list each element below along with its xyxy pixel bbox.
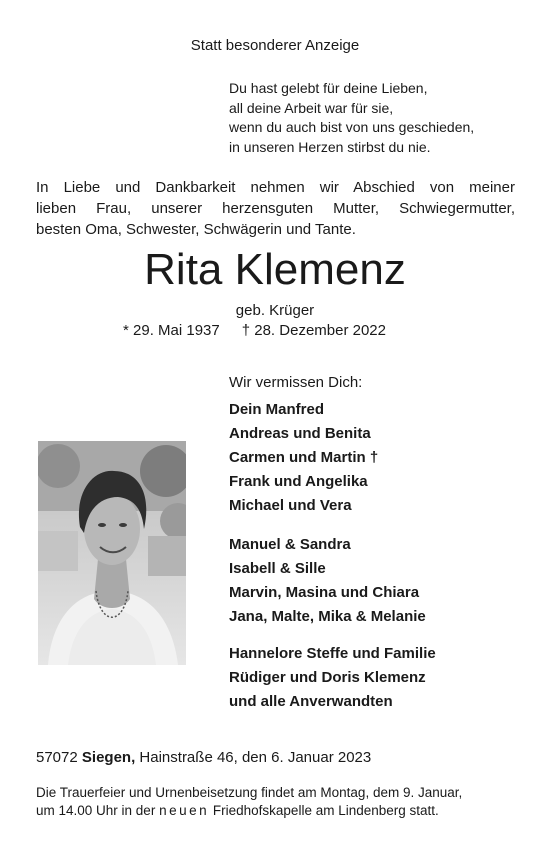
death-date: † 28. Dezember 2022 xyxy=(241,322,386,339)
mourner-name: Manuel & Sandra xyxy=(229,536,351,553)
city: Siegen, xyxy=(81,749,136,766)
intro-line: besten Oma, Schwester, Schwägerin und Tante. xyxy=(36,221,356,238)
funeral-text: Friedhofskapelle am Lindenberg statt. xyxy=(212,803,439,818)
address-date: Hainstraße 46, den 6. Januar 2023 xyxy=(139,749,372,766)
poem-line: all deine Arbeit war für sie, xyxy=(229,99,394,116)
mourner-name: Michael und Vera xyxy=(229,497,352,514)
miss-you-heading: Wir vermissen Dich: xyxy=(229,374,363,391)
mourner-name: Marvin, Masina und Chiara xyxy=(229,584,420,601)
mourner-name: Isabell & Sille xyxy=(229,560,326,577)
poem xyxy=(229,79,474,157)
portrait-photo xyxy=(38,441,186,665)
funeral-text: um 14.00 Uhr in der xyxy=(36,803,156,818)
funeral-notice xyxy=(36,784,520,820)
poem-line: in unseren Herzen stirbst du nie. xyxy=(229,138,431,155)
intro-line: In Liebe und Dankbarkeit nehmen wir Abschied von meiner xyxy=(36,179,515,196)
mourner-name: und alle Anverwandten xyxy=(229,693,393,710)
mourner-name: Jana, Malte, Mika & Melanie xyxy=(229,608,426,625)
poem-line: wenn du auch bist von uns geschieden, xyxy=(229,119,475,135)
funeral-line: Die Trauerfeier und Urnenbeisetzung findet am Montag, dem 9. Januar, xyxy=(36,785,463,800)
birth-name: geb. Krüger xyxy=(235,302,315,319)
place-date xyxy=(36,749,371,766)
funeral-emphasis: neuen xyxy=(159,803,210,818)
header-note: Statt besonderer Anzeige xyxy=(190,37,360,54)
postal-code: 57072 xyxy=(36,749,78,766)
mourners-group-1 xyxy=(229,398,378,518)
deceased-name: Rita Klemenz xyxy=(144,245,406,294)
mourner-name: Rüdiger und Doris Klemenz xyxy=(229,669,426,686)
mourners-group-3 xyxy=(229,642,436,714)
intro-line: lieben Frau, unserer herzensguten Mutter, Schwiegermutter, xyxy=(36,200,515,217)
mourner-name: Frank und Angelika xyxy=(229,473,368,490)
funeral-line xyxy=(36,802,520,820)
poem-line: Du hast gelebt für deine Lieben, xyxy=(229,80,428,96)
mourner-name: Hannelore Steffe und Familie xyxy=(229,645,436,662)
mourners-group-2 xyxy=(229,533,426,629)
birth-date: * 29. Mai 1937 xyxy=(123,322,220,339)
mourner-name: Carmen und Martin † xyxy=(229,449,379,466)
mourner-name: Andreas und Benita xyxy=(229,425,371,442)
intro-text xyxy=(36,177,515,240)
life-dates xyxy=(123,322,386,339)
mourner-name: Dein Manfred xyxy=(229,401,325,418)
